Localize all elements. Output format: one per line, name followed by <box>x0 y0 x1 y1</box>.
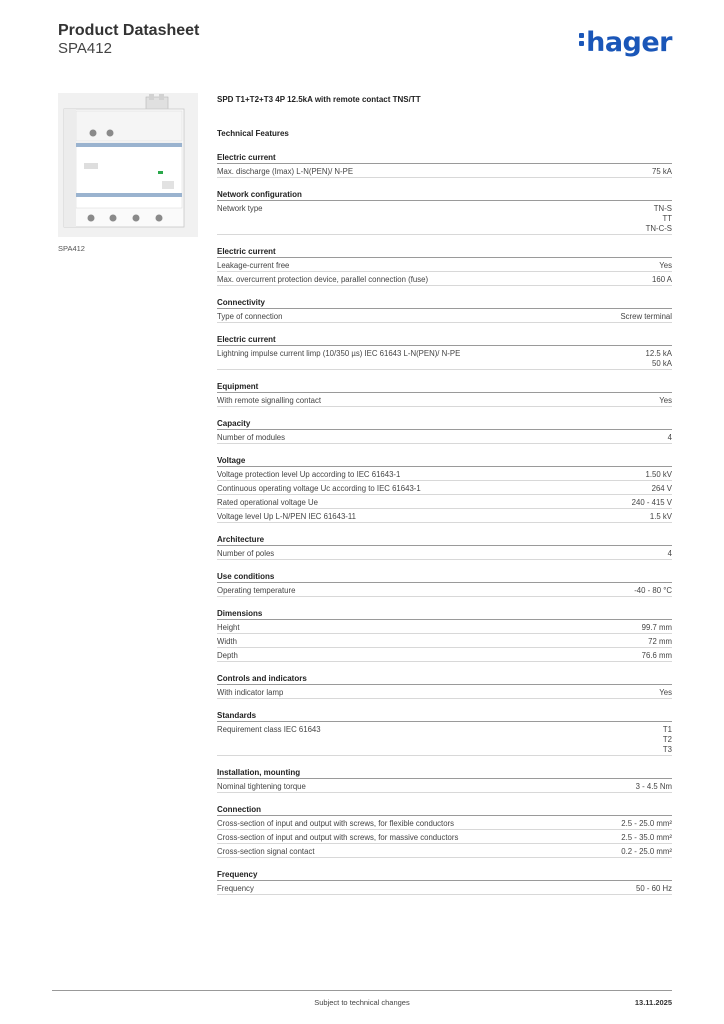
spec-row <box>217 620 672 634</box>
spec-value <box>636 884 672 894</box>
page-title: Product Datasheet <box>58 22 200 39</box>
spec-label: Max. discharge (Imax) L-N(PEN)/ N-PE <box>217 167 354 176</box>
spec-label: With indicator lamp <box>217 688 284 697</box>
section-title: Controls and indicators <box>217 674 672 685</box>
section-title: Capacity <box>217 419 672 430</box>
spec-value <box>646 349 672 369</box>
spec-value-line: 4 <box>667 433 672 442</box>
spec-section <box>217 247 672 286</box>
spec-label: Frequency <box>217 884 254 893</box>
spec-row <box>217 509 672 523</box>
section-title: Frequency <box>217 870 672 881</box>
spec-value-line: T1 <box>662 725 672 734</box>
spec-value-line: Yes <box>659 688 672 697</box>
spec-content <box>217 95 672 895</box>
spec-value-line: 240 - 415 V <box>631 498 672 507</box>
spec-value <box>632 498 672 508</box>
spec-row <box>217 648 672 662</box>
spec-section <box>217 190 672 235</box>
spec-row <box>217 495 672 509</box>
section-title: Electric current <box>217 335 672 346</box>
spec-label: Nominal tightening torque <box>217 782 306 791</box>
spec-row <box>217 779 672 793</box>
logo-text: hager <box>586 27 672 58</box>
spec-row <box>217 467 672 481</box>
spec-row <box>217 685 672 699</box>
spec-value-line: 0.2 - 25.0 mm² <box>621 847 672 856</box>
spec-label: Height <box>217 623 240 632</box>
spec-label: Network type <box>217 204 263 213</box>
spec-value-line: Yes <box>659 261 672 270</box>
spec-section <box>217 153 672 178</box>
spec-value-line: 1.5 kV <box>649 512 672 521</box>
spec-row <box>217 583 672 597</box>
spec-value <box>646 470 672 480</box>
section-title: Electric current <box>217 153 672 164</box>
footer-date: 13.11.2025 <box>634 998 672 1007</box>
spec-value <box>621 819 672 829</box>
spec-label: Leakage-current free <box>217 261 290 270</box>
spec-value <box>620 312 672 322</box>
spec-value <box>668 433 672 443</box>
spec-value <box>634 586 672 596</box>
spec-label: With remote signalling contact <box>217 396 322 405</box>
spec-value <box>642 623 672 633</box>
spec-value-line: -40 - 80 °C <box>634 586 672 595</box>
spec-section <box>217 456 672 523</box>
spec-value-line: T2 <box>662 735 672 744</box>
spec-label: Requirement class IEC 61643 <box>217 725 321 734</box>
spec-value-line: 3 - 4.5 Nm <box>635 782 672 791</box>
spec-value <box>648 637 672 647</box>
spec-row <box>217 393 672 407</box>
spec-value-line: 160 A <box>652 275 672 284</box>
spec-row <box>217 546 672 560</box>
spec-row <box>217 722 672 756</box>
spec-value-line: 2.5 - 35.0 mm² <box>621 833 672 842</box>
spec-section <box>217 870 672 895</box>
section-title: Architecture <box>217 535 672 546</box>
spec-value-line: 12.5 kA <box>645 349 672 358</box>
spec-label: Depth <box>217 651 238 660</box>
spec-label: Type of connection <box>217 312 283 321</box>
spec-label: Max. overcurrent protection device, parallel connection (fuse) <box>217 275 429 284</box>
spec-row <box>217 634 672 648</box>
spec-row <box>217 430 672 444</box>
spec-label: Number of poles <box>217 549 275 558</box>
spec-row <box>217 201 672 235</box>
spec-section <box>217 298 672 323</box>
spec-label: Lightning impulse current limp (10/350 µs) IEC 61643 L-N(PEN)/ N-PE <box>217 349 461 358</box>
spec-section <box>217 768 672 793</box>
spec-section <box>217 674 672 699</box>
spec-row <box>217 346 672 370</box>
spec-value-line: 1.50 kV <box>645 470 672 479</box>
spec-section <box>217 805 672 858</box>
footer-note: Subject to technical changes <box>314 998 410 1007</box>
product-image <box>58 93 198 237</box>
spec-value-line: TT <box>662 214 672 223</box>
spec-value <box>621 833 672 843</box>
spec-label: Voltage protection level Up according to IEC 61643-1 <box>217 470 401 479</box>
spec-value <box>642 651 672 661</box>
spec-value <box>663 725 672 755</box>
product-name: SPD T1+T2+T3 4P 12.5kA with remote contact TNS/TT <box>217 95 421 104</box>
spec-value <box>659 261 672 271</box>
spec-value <box>652 167 672 177</box>
spec-row <box>217 881 672 895</box>
spec-value-line: T3 <box>662 745 672 754</box>
section-title: Use conditions <box>217 572 672 583</box>
spec-value-line: 50 - 60 Hz <box>636 884 672 893</box>
spec-row <box>217 830 672 844</box>
spec-row <box>217 816 672 830</box>
spec-label: Cross-section of input and output with screws, for massive conductors <box>217 833 459 842</box>
spec-value <box>646 204 672 234</box>
spec-value <box>652 484 672 494</box>
spec-label: Voltage level Up L-N/PEN IEC 61643-11 <box>217 512 356 521</box>
spec-value-line: Screw terminal <box>620 312 672 321</box>
spec-row <box>217 844 672 858</box>
spec-row <box>217 258 672 272</box>
spec-section <box>217 609 672 662</box>
spec-row <box>217 164 672 178</box>
spec-value-line: TN-C-S <box>645 224 672 233</box>
spec-row <box>217 272 672 286</box>
spec-value <box>668 549 672 559</box>
section-title: Network configuration <box>217 190 672 201</box>
spec-section <box>217 419 672 444</box>
section-title: Equipment <box>217 382 672 393</box>
footer-divider <box>52 990 672 991</box>
spec-value-line: TN-S <box>653 204 672 213</box>
image-caption: SPA412 <box>58 244 85 253</box>
spec-value-line: 4 <box>667 549 672 558</box>
spec-label: Rated operational voltage Ue <box>217 498 318 507</box>
spec-value-line: 2.5 - 25.0 mm² <box>621 819 672 828</box>
section-title: Installation, mounting <box>217 768 672 779</box>
section-title: Connection <box>217 805 672 816</box>
spec-value-line: 72 mm <box>648 637 672 646</box>
section-title: Dimensions <box>217 609 672 620</box>
brand-logo <box>579 27 672 58</box>
spec-value-line: 50 kA <box>652 359 672 368</box>
spec-label: Cross-section of input and output with screws, for flexible conductors <box>217 819 455 828</box>
spec-row <box>217 309 672 323</box>
spec-value-line: 99.7 mm <box>641 623 672 632</box>
spec-value <box>659 396 672 406</box>
spec-value <box>659 688 672 698</box>
spec-label: Number of modules <box>217 433 286 442</box>
spec-value <box>652 275 672 285</box>
section-title: Standards <box>217 711 672 722</box>
spec-value-line: 75 kA <box>652 167 672 176</box>
spec-section <box>217 335 672 370</box>
technical-features-heading: Technical Features <box>217 129 289 138</box>
spec-section <box>217 535 672 560</box>
spec-value-line: Yes <box>659 396 672 405</box>
spec-value-line: 76.6 mm <box>641 651 672 660</box>
section-title: Electric current <box>217 247 672 258</box>
spec-value-line: 264 V <box>651 484 672 493</box>
spec-label: Continuous operating voltage Uc according to IEC 61643-1 <box>217 484 421 493</box>
spec-label: Width <box>217 637 237 646</box>
surge-protector-illustration <box>58 93 198 237</box>
spec-section <box>217 711 672 756</box>
spec-section <box>217 382 672 407</box>
section-title: Voltage <box>217 456 672 467</box>
spec-label: Cross-section signal contact <box>217 847 315 856</box>
spec-label: Operating temperature <box>217 586 296 595</box>
spec-value <box>636 782 672 792</box>
spec-section <box>217 572 672 597</box>
section-title: Connectivity <box>217 298 672 309</box>
logo-colon-mark <box>579 30 586 49</box>
spec-value <box>650 512 672 522</box>
spec-value <box>621 847 672 857</box>
spec-row <box>217 481 672 495</box>
spec-sections <box>217 153 672 895</box>
product-code: SPA412 <box>58 40 112 57</box>
